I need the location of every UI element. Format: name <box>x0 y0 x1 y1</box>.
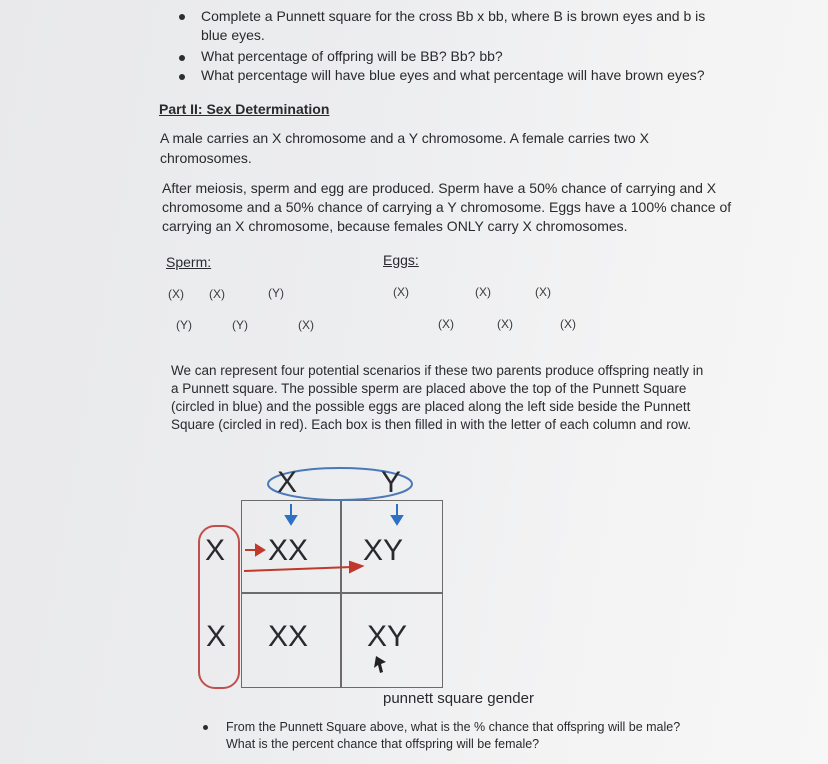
punnett-cell: XX <box>268 620 309 653</box>
paragraph-line: carrying an X chromosome, because females ONLY carry X chromosomes. <box>162 218 628 234</box>
paragraph-line: (circled in blue) and the possible eggs are placed along the left side beside the Punnett <box>171 399 691 414</box>
sperm-allele: (Y) <box>232 318 248 332</box>
bullet-text: blue eyes. <box>201 27 265 43</box>
punnett-cell: XX <box>268 534 309 567</box>
paragraph-line: A male carries an X chromosome and a Y chromosome. A female carries two X <box>160 130 649 146</box>
bullet-text: From the Punnett Square above, what is the % chance that offspring will be male? <box>226 720 681 734</box>
paragraph-line: Square (circled in red). Each box is then filled in with the letter of each column and row. <box>171 417 692 432</box>
egg-allele: (X) <box>475 285 491 299</box>
section-heading: Part II: Sex Determination <box>159 101 330 117</box>
paragraph-line: chromosomes. <box>160 150 252 166</box>
bullet-text: What percentage will have blue eyes and what percentage will have brown eyes? <box>201 67 705 83</box>
top-allele: Y <box>381 466 402 499</box>
egg-allele: (X) <box>438 317 454 331</box>
bullet-dot <box>203 725 208 730</box>
paragraph-line: chromosome and a 50% chance of carrying a Y chromosome. Eggs have a 100% chance of <box>162 199 732 215</box>
egg-allele: (X) <box>535 285 551 299</box>
sperm-allele: (X) <box>209 287 225 301</box>
figure-caption: punnett square gender <box>383 690 534 707</box>
sperm-label: Sperm: <box>166 254 212 270</box>
sperm-allele: (X) <box>298 318 314 332</box>
sperm-allele: (Y) <box>268 286 284 300</box>
egg-allele: (X) <box>393 285 409 299</box>
paragraph-line: After meiosis, sperm and egg are produced. Sperm have a 50% chance of carrying and X <box>162 180 717 196</box>
sperm-allele: (Y) <box>176 318 192 332</box>
paragraph-line: We can represent four potential scenarios if these two parents produce offspring neatly in <box>171 363 704 378</box>
punnett-cell: XY <box>367 620 408 653</box>
top-allele: X <box>277 466 298 499</box>
egg-allele: (X) <box>497 317 513 331</box>
left-allele: X <box>206 620 227 653</box>
eggs-label: Eggs: <box>383 252 419 268</box>
left-allele: X <box>205 534 226 567</box>
bullet-text: Complete a Punnett square for the cross Bb x bb, where B is brown eyes and b is <box>201 8 706 24</box>
bullet-text: What is the percent chance that offspring will be female? <box>226 737 540 751</box>
sperm-allele: (X) <box>168 287 184 301</box>
bullet-text: What percentage of offpring will be BB? Bb? bb? <box>201 48 503 64</box>
punnett-cell: XY <box>363 534 404 567</box>
paragraph-line: a Punnett square. The possible sperm are placed above the top of the Punnett Square <box>171 381 687 396</box>
egg-allele: (X) <box>560 317 576 331</box>
